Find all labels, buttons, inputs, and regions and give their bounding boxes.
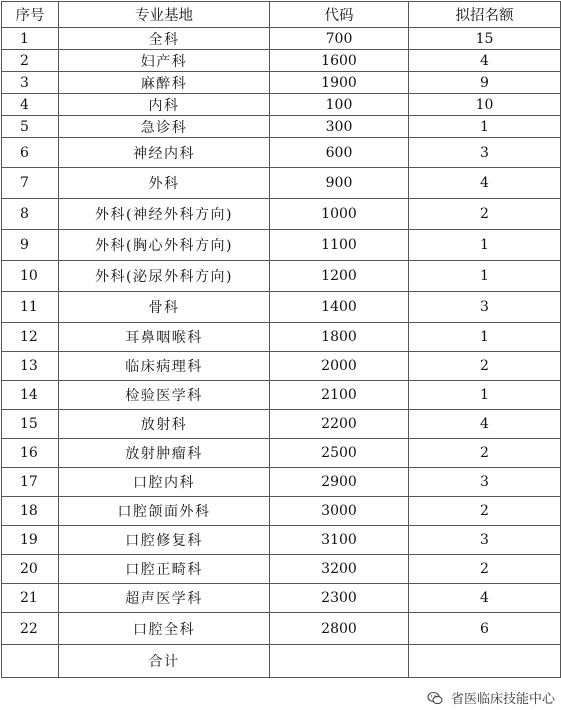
cell-quota: 10 <box>409 94 561 116</box>
cell-code: 600 <box>270 138 409 168</box>
cell-index: 7 <box>2 168 59 199</box>
cell-base: 超声医学科 <box>59 584 270 613</box>
cell-code: 1800 <box>270 323 409 352</box>
table-row <box>2 116 561 138</box>
table-row <box>2 261 561 292</box>
cell-quota: 1 <box>409 261 561 292</box>
cell-quota: 2 <box>409 497 561 526</box>
cell-index: 10 <box>2 261 59 292</box>
table-row <box>2 28 561 50</box>
cell-index: 4 <box>2 94 59 116</box>
cell-index: 22 <box>2 613 59 645</box>
table-row <box>2 138 561 168</box>
header-quota: 拟招名额 <box>409 2 561 28</box>
table-row <box>2 94 561 116</box>
cell-base: 放射肿瘤科 <box>59 439 270 468</box>
cell-code: 700 <box>270 28 409 50</box>
table-row <box>2 584 561 613</box>
cell-index: 14 <box>2 381 59 410</box>
cell-code: 2200 <box>270 410 409 439</box>
table-row <box>2 72 561 94</box>
watermark-text: 省医临床技能中心 <box>450 692 555 707</box>
header-base: 专业基地 <box>59 2 270 28</box>
cell-index: 20 <box>2 555 59 584</box>
cell-base: 全科 <box>59 28 270 50</box>
cell-quota: 6 <box>409 613 561 645</box>
cell-code: 3000 <box>270 497 409 526</box>
table-row <box>2 50 561 72</box>
table-header-row <box>2 2 561 28</box>
cell-quota: 2 <box>409 199 561 230</box>
cell-quota: 15 <box>409 28 561 50</box>
cell-code: 1400 <box>270 292 409 323</box>
cell-base: 耳鼻咽喉科 <box>59 323 270 352</box>
cell-quota: 1 <box>409 323 561 352</box>
cell-quota: 2 <box>409 555 561 584</box>
cell-index: 1 <box>2 28 59 50</box>
cell-base: 内科 <box>59 94 270 116</box>
cell-quota: 2 <box>409 352 561 381</box>
cell-quota: 2 <box>409 439 561 468</box>
document-page <box>1 1 561 678</box>
cell-index: 9 <box>2 230 59 261</box>
cell-quota: 4 <box>409 584 561 613</box>
quota-table <box>1 1 561 678</box>
table-row <box>2 410 561 439</box>
cell-code: 1900 <box>270 72 409 94</box>
cell-index: 15 <box>2 410 59 439</box>
cell-index: 11 <box>2 292 59 323</box>
table-row <box>2 468 561 497</box>
cell-code-empty <box>270 645 409 678</box>
table-row <box>2 439 561 468</box>
cell-code: 2000 <box>270 352 409 381</box>
table-row <box>2 323 561 352</box>
cell-code: 300 <box>270 116 409 138</box>
table-row <box>2 199 561 230</box>
cell-code: 900 <box>270 168 409 199</box>
cell-code: 2900 <box>270 468 409 497</box>
cell-base: 外科(泌尿外科方向) <box>59 261 270 292</box>
cell-index: 17 <box>2 468 59 497</box>
cell-quota: 9 <box>409 72 561 94</box>
cell-base: 急诊科 <box>59 116 270 138</box>
cell-code: 1600 <box>270 50 409 72</box>
cell-code: 1100 <box>270 230 409 261</box>
cell-index: 13 <box>2 352 59 381</box>
cell-base: 妇产科 <box>59 50 270 72</box>
cell-quota: 3 <box>409 468 561 497</box>
cell-base: 骨科 <box>59 292 270 323</box>
cell-code: 2100 <box>270 381 409 410</box>
cell-index: 16 <box>2 439 59 468</box>
table-row <box>2 381 561 410</box>
cell-code: 3100 <box>270 526 409 555</box>
table-row <box>2 292 561 323</box>
cell-quota: 1 <box>409 381 561 410</box>
cell-base: 口腔修复科 <box>59 526 270 555</box>
cell-base: 检验医学科 <box>59 381 270 410</box>
header-code: 代码 <box>270 2 409 28</box>
wechat-icon <box>427 690 443 706</box>
cell-quota: 3 <box>409 138 561 168</box>
cell-index-empty <box>2 645 59 678</box>
cell-base: 口腔颌面外科 <box>59 497 270 526</box>
cell-base: 外科 <box>59 168 270 199</box>
cell-index: 2 <box>2 50 59 72</box>
table-row <box>2 230 561 261</box>
cell-base: 口腔全科 <box>59 613 270 645</box>
cell-index: 21 <box>2 584 59 613</box>
cell-quota: 1 <box>409 116 561 138</box>
total-label: 合计 <box>59 645 270 678</box>
table-row <box>2 168 561 199</box>
cell-code: 2800 <box>270 613 409 645</box>
cell-base: 口腔内科 <box>59 468 270 497</box>
cell-code: 1000 <box>270 199 409 230</box>
cell-index: 18 <box>2 497 59 526</box>
total-row <box>2 645 561 678</box>
cell-quota-empty <box>409 645 561 678</box>
cell-quota: 3 <box>409 526 561 555</box>
cell-code: 2500 <box>270 439 409 468</box>
cell-index: 19 <box>2 526 59 555</box>
cell-code: 2300 <box>270 584 409 613</box>
cell-index: 6 <box>2 138 59 168</box>
cell-quota: 4 <box>409 50 561 72</box>
table-row <box>2 526 561 555</box>
cell-index: 5 <box>2 116 59 138</box>
cell-quota: 4 <box>409 410 561 439</box>
cell-code: 1200 <box>270 261 409 292</box>
table-row <box>2 352 561 381</box>
cell-base: 神经内科 <box>59 138 270 168</box>
cell-index: 3 <box>2 72 59 94</box>
header-index: 序号 <box>2 2 59 28</box>
table-row <box>2 613 561 645</box>
cell-code: 100 <box>270 94 409 116</box>
cell-base: 外科(胸心外科方向) <box>59 230 270 261</box>
cell-base: 口腔正畸科 <box>59 555 270 584</box>
table-row <box>2 497 561 526</box>
cell-code: 3200 <box>270 555 409 584</box>
cell-index: 8 <box>2 199 59 230</box>
watermark <box>427 688 555 707</box>
cell-index: 12 <box>2 323 59 352</box>
cell-base: 外科(神经外科方向) <box>59 199 270 230</box>
table-row <box>2 555 561 584</box>
cell-quota: 1 <box>409 230 561 261</box>
cell-quota: 4 <box>409 168 561 199</box>
cell-base: 麻醉科 <box>59 72 270 94</box>
cell-base: 临床病理科 <box>59 352 270 381</box>
cell-base: 放射科 <box>59 410 270 439</box>
cell-quota: 3 <box>409 292 561 323</box>
